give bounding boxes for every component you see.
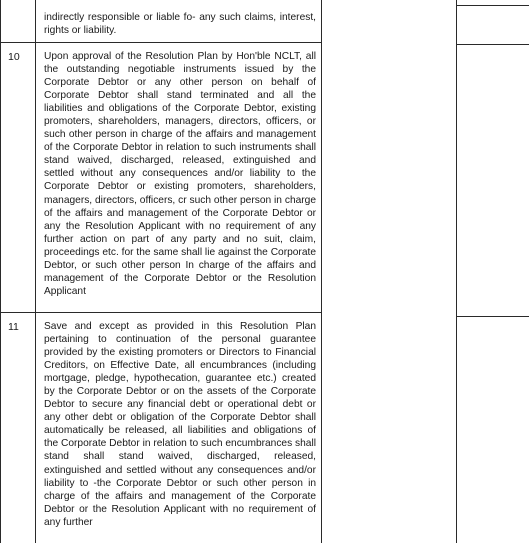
- table-row: [44, 50, 316, 298]
- table-border-left: [0, 0, 1, 543]
- row-divider-1: [0, 42, 322, 43]
- column-divider-number: [35, 0, 36, 543]
- column-divider-text: [321, 0, 322, 543]
- row-divider-2: [0, 312, 322, 313]
- row-divider-2-right: [457, 316, 529, 317]
- table-row: [44, 320, 316, 529]
- row-text: indirectly responsible or liable fo- any such claims, interest, rights or liability.: [44, 12, 316, 37]
- row-number: 10: [8, 51, 20, 63]
- table-row: [44, 11, 316, 37]
- table-border-top-right: [457, 5, 529, 6]
- column-divider-remarks: [456, 0, 457, 543]
- row-text: Save and except as provided in this Resolution Plan pertaining to continuation of the personal guarantee provided by the existing promoters or Directors to Financial Creditors, on Effective Date, all encumbrances (including mortgage, pledge, hypothecation, guarantee etc.) created by the Corporate Debtor or on the assets of the Corporate Debtor to secure any financial debt or operational debt or any other debt or obligation of the Corporate Debtor shall automatically be released, all liabilities and obligations of the Corporate Debtor in relation to such encumbrances shall stand shall stand waived, discharged, released, extinguished and settled without any consequences and/or liability to -the Corporate Debtor or such other person in charge of the affairs and management of the Corporate Debtor or the Resolution Applicant with no requirement of any further: [44, 321, 316, 528]
- row-divider-1-right: [457, 44, 529, 45]
- row-text: Upon approval of the Resolution Plan by Hon'ble NCLT, all the outstanding negotiable instruments issued by the Corporate Debtor or any other person on behalf of Corporate Debtor shall stand terminated and all the liabilities and obligations of the Corporate Debtor, existing promoters, shareholders, managers, directors, officers, or such other person in charge of the affairs and management of the Corporate Debtor in relation to such instruments shall stand waived, discharged, released, extinguished and settled without any consequences and/or liability to the Corporate Debtor or existing promoters, shareholders, managers, directors, officers, cr such other person in charge of the affairs and management of the Corporate Debtor or any the Resolution Applicant with no requirement of any further action on part of any party and no suit, claim, proceedings etc. for the same shall lie against the Corporate Debtor, or such other person In charge of the affairs and management of the Corporate Debtor or the Resolution Applicant: [44, 51, 316, 297]
- row-number: 11: [8, 321, 19, 333]
